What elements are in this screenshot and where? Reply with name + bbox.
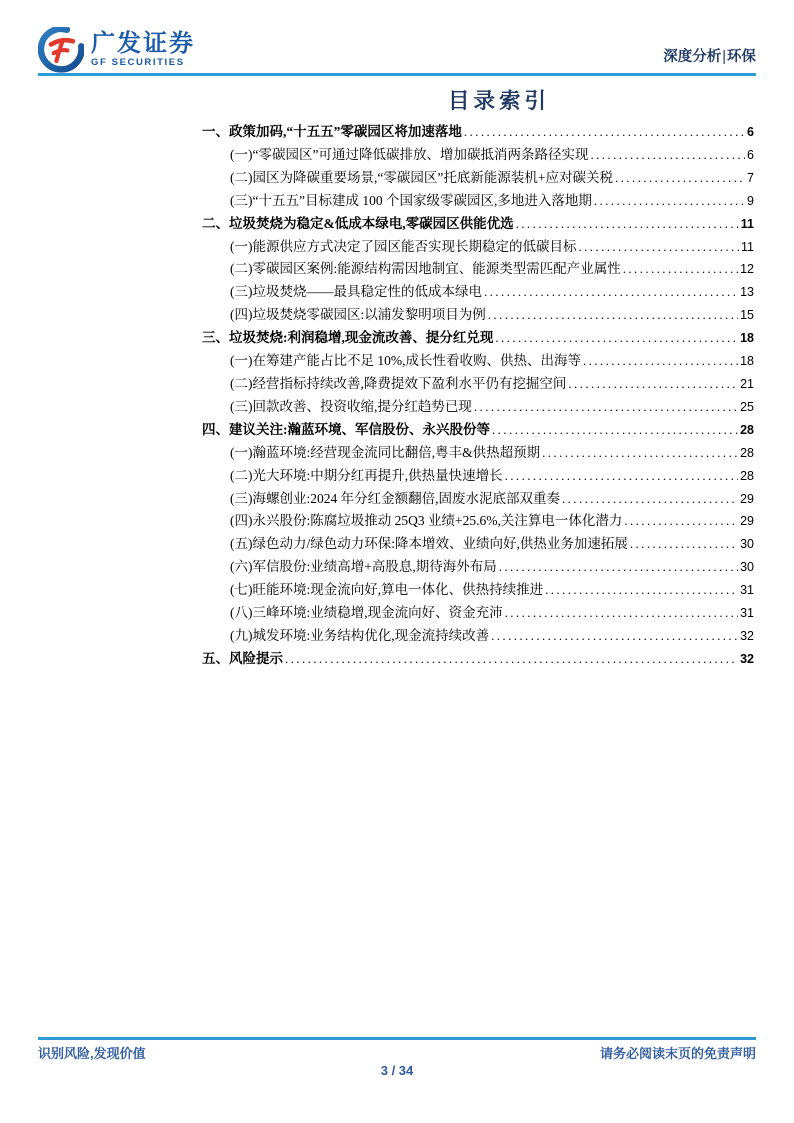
toc-leader-dots xyxy=(464,121,745,143)
toc-entry-label: 二、垃圾焚烧为稳定&低成本绿电,零碳园区供能优选 xyxy=(202,215,514,231)
toc-leader-dots xyxy=(562,488,738,510)
toc-entry-label: (七)旺能环境:现金流向好,算电一体化、供热持续推进 xyxy=(230,582,544,598)
footer-disclaimer-note: 请务必阅读末页的免责声明 xyxy=(599,1046,756,1061)
toc-page-number: 30 xyxy=(740,537,754,552)
toc-entry[interactable] xyxy=(202,556,754,579)
toc-leader-dots xyxy=(495,327,738,349)
footer-rule xyxy=(38,1037,756,1040)
toc-entry-label: (三)“十五五”目标建成 100 个国家级零碳园区,多地进入落地期 xyxy=(230,192,592,208)
header-rule xyxy=(38,73,756,76)
brand-name-en: GF SECURITIES xyxy=(91,57,185,68)
toc-entry[interactable] xyxy=(202,121,754,144)
toc-entry-label: (二)园区为降碳重要场景,“零碳园区”托底新能源装机+应对碳关税 xyxy=(230,169,613,185)
toc-entry-label: (二)经营指标持续改善,降费提效下盈利水平仍有挖掘空间 xyxy=(230,375,567,391)
toc-entry[interactable] xyxy=(202,465,754,488)
gf-securities-logo-icon xyxy=(38,27,84,73)
toc-entry[interactable] xyxy=(202,579,754,602)
toc-page-number: 28 xyxy=(740,422,754,437)
toc-entry[interactable] xyxy=(202,396,754,419)
toc-entry-label: (三)垃圾焚烧——最具稳定性的低成本绿电 xyxy=(230,284,482,300)
toc-entry-label: (一)在筹建产能占比不足 10%,成长性看收购、供热、出海等 xyxy=(230,353,581,369)
report-type-label: 深度分析 xyxy=(663,49,722,65)
toc-page-number: 7 xyxy=(747,170,754,185)
toc-page-number: 15 xyxy=(740,308,754,323)
toc-page-number: 25 xyxy=(740,399,754,414)
toc-entry-label: (四)永兴股份:陈腐垃圾推动 25Q3 业绩+25.6%,关注算电一体化潜力 xyxy=(230,513,623,529)
toc-entry-label: (五)绿色动力/绿色动力环保:降本增效、业绩向好,供热业务加速拓展 xyxy=(230,536,628,552)
toc-entry-label: 四、建议关注:瀚蓝环境、军信股份、永兴股份等 xyxy=(202,421,490,437)
toc-entry-label: (一)瀚蓝环境:经营现金流同比翻倍,粤丰&供热超预期 xyxy=(230,444,541,460)
toc-page-number: 12 xyxy=(740,262,754,277)
toc-entry[interactable] xyxy=(202,510,754,533)
toc-entry[interactable] xyxy=(202,602,754,625)
toc-page-number: 21 xyxy=(740,376,754,391)
toc-entry-label: (四)垃圾焚烧零碳园区:以浦发黎明项目为例 xyxy=(230,307,486,323)
toc-page-number: 31 xyxy=(740,583,754,598)
toc-leader-dots xyxy=(630,533,738,555)
toc-entry-label: (二)光大环境:中期分红再提升,供热量快速增长 xyxy=(230,467,503,483)
toc-leader-dots xyxy=(579,236,740,258)
toc-leader-dots xyxy=(583,350,738,372)
toc-page-number: 11 xyxy=(741,239,754,254)
toc-entry[interactable] xyxy=(202,533,754,556)
toc-leader-dots xyxy=(623,258,738,280)
toc-entry[interactable] xyxy=(202,648,754,671)
toc-leader-dots xyxy=(568,373,738,395)
toc-entry[interactable] xyxy=(202,419,754,442)
toc-entry[interactable] xyxy=(202,236,754,259)
toc-entry[interactable] xyxy=(202,488,754,511)
toc-entry[interactable] xyxy=(202,327,754,350)
toc-leader-dots xyxy=(624,510,738,532)
toc-leader-dots xyxy=(594,190,745,212)
page-title: 目录索引 xyxy=(448,89,551,113)
toc-leader-dots xyxy=(492,419,738,441)
toc-entry[interactable] xyxy=(202,167,754,190)
toc-leader-dots xyxy=(484,281,738,303)
toc-entry-label: (三)回款改善、投资收缩,提分红趋势已现 xyxy=(230,398,472,414)
toc-entry-label: (一)能源供应方式决定了园区能否实现长期稳定的低碳目标 xyxy=(230,238,577,254)
category-divider: | xyxy=(722,49,726,65)
toc-page-number: 11 xyxy=(740,216,754,231)
toc-leader-dots xyxy=(516,213,739,235)
toc-entry-label: (八)三峰环境:业绩稳增,现金流向好、资金充沛 xyxy=(230,605,503,621)
toc-page-number: 32 xyxy=(740,651,754,666)
toc-entry[interactable] xyxy=(202,625,754,648)
toc-entry[interactable] xyxy=(202,442,754,465)
toc-page-number: 28 xyxy=(740,468,754,483)
toc-page-number: 32 xyxy=(740,628,754,643)
toc-page-number: 29 xyxy=(740,491,754,506)
toc-entry-label: 五、风险提示 xyxy=(202,650,283,666)
brand-logo xyxy=(38,27,756,73)
toc-page-number: 13 xyxy=(740,285,754,300)
toc-leader-dots xyxy=(285,648,738,670)
toc-page-number: 6 xyxy=(747,125,754,139)
toc-leader-dots xyxy=(474,396,738,418)
sector-label: 环保 xyxy=(727,49,756,65)
toc-page-number: 6 xyxy=(747,147,754,162)
toc-page-number: 18 xyxy=(740,354,754,369)
toc-leader-dots xyxy=(545,579,738,601)
toc-entry-label: (九)城发环境:业务结构优化,现金流持续改善 xyxy=(230,627,490,643)
toc-leader-dots xyxy=(590,144,745,166)
toc-leader-dots xyxy=(505,465,738,487)
toc-entry[interactable] xyxy=(202,373,754,396)
toc-page-number: 30 xyxy=(740,560,754,575)
toc-entry[interactable] xyxy=(202,281,754,304)
toc-leader-dots xyxy=(488,304,738,326)
toc-leader-dots xyxy=(491,625,738,647)
toc-entry-label: (三)海螺创业:2024 年分红金额翻倍,固废水泥底部双重奏 xyxy=(230,490,560,506)
report-category xyxy=(663,45,756,66)
toc-entry[interactable] xyxy=(202,213,754,236)
toc-leader-dots xyxy=(505,602,738,624)
toc-entry[interactable] xyxy=(202,144,754,167)
toc-page-number: 18 xyxy=(740,331,754,346)
toc-entry-label: (二)零碳园区案例:能源结构需因地制宜、能源类型需匹配产业属性 xyxy=(230,261,621,277)
toc-entry-label: (六)军信股份:业绩高增+高股息,期待海外布局 xyxy=(230,559,497,575)
toc-page-number: 31 xyxy=(740,606,754,621)
toc-entry-label: (一)“零碳园区”可通过降低碳排放、增加碳抵消两条路径实现 xyxy=(230,146,589,162)
toc-entry-label: 三、垃圾焚烧:利润稳增,现金流改善、提分红兑现 xyxy=(202,330,494,346)
toc-entry[interactable] xyxy=(202,304,754,327)
toc-entry[interactable] xyxy=(202,258,754,281)
toc-leader-dots xyxy=(499,556,738,578)
page-number: 3 / 34 xyxy=(380,1063,414,1078)
toc-leader-dots xyxy=(542,442,738,464)
toc-page-number: 28 xyxy=(740,445,754,460)
toc-leader-dots xyxy=(615,167,745,189)
brand-name-cn: 广发证券 xyxy=(91,30,195,57)
toc-entry[interactable] xyxy=(202,350,754,373)
footer-slogan: 识别风险,发现价值 xyxy=(38,1046,146,1061)
toc-entry[interactable] xyxy=(202,190,754,213)
toc-entry-label: 一、政策加码,“十五五”零碳园区将加速落地 xyxy=(202,124,462,139)
toc-page-number: 9 xyxy=(747,193,754,208)
toc-page-number: 29 xyxy=(740,514,754,529)
brand-text xyxy=(91,31,195,69)
report-header xyxy=(38,27,756,74)
toc-list xyxy=(202,121,754,671)
